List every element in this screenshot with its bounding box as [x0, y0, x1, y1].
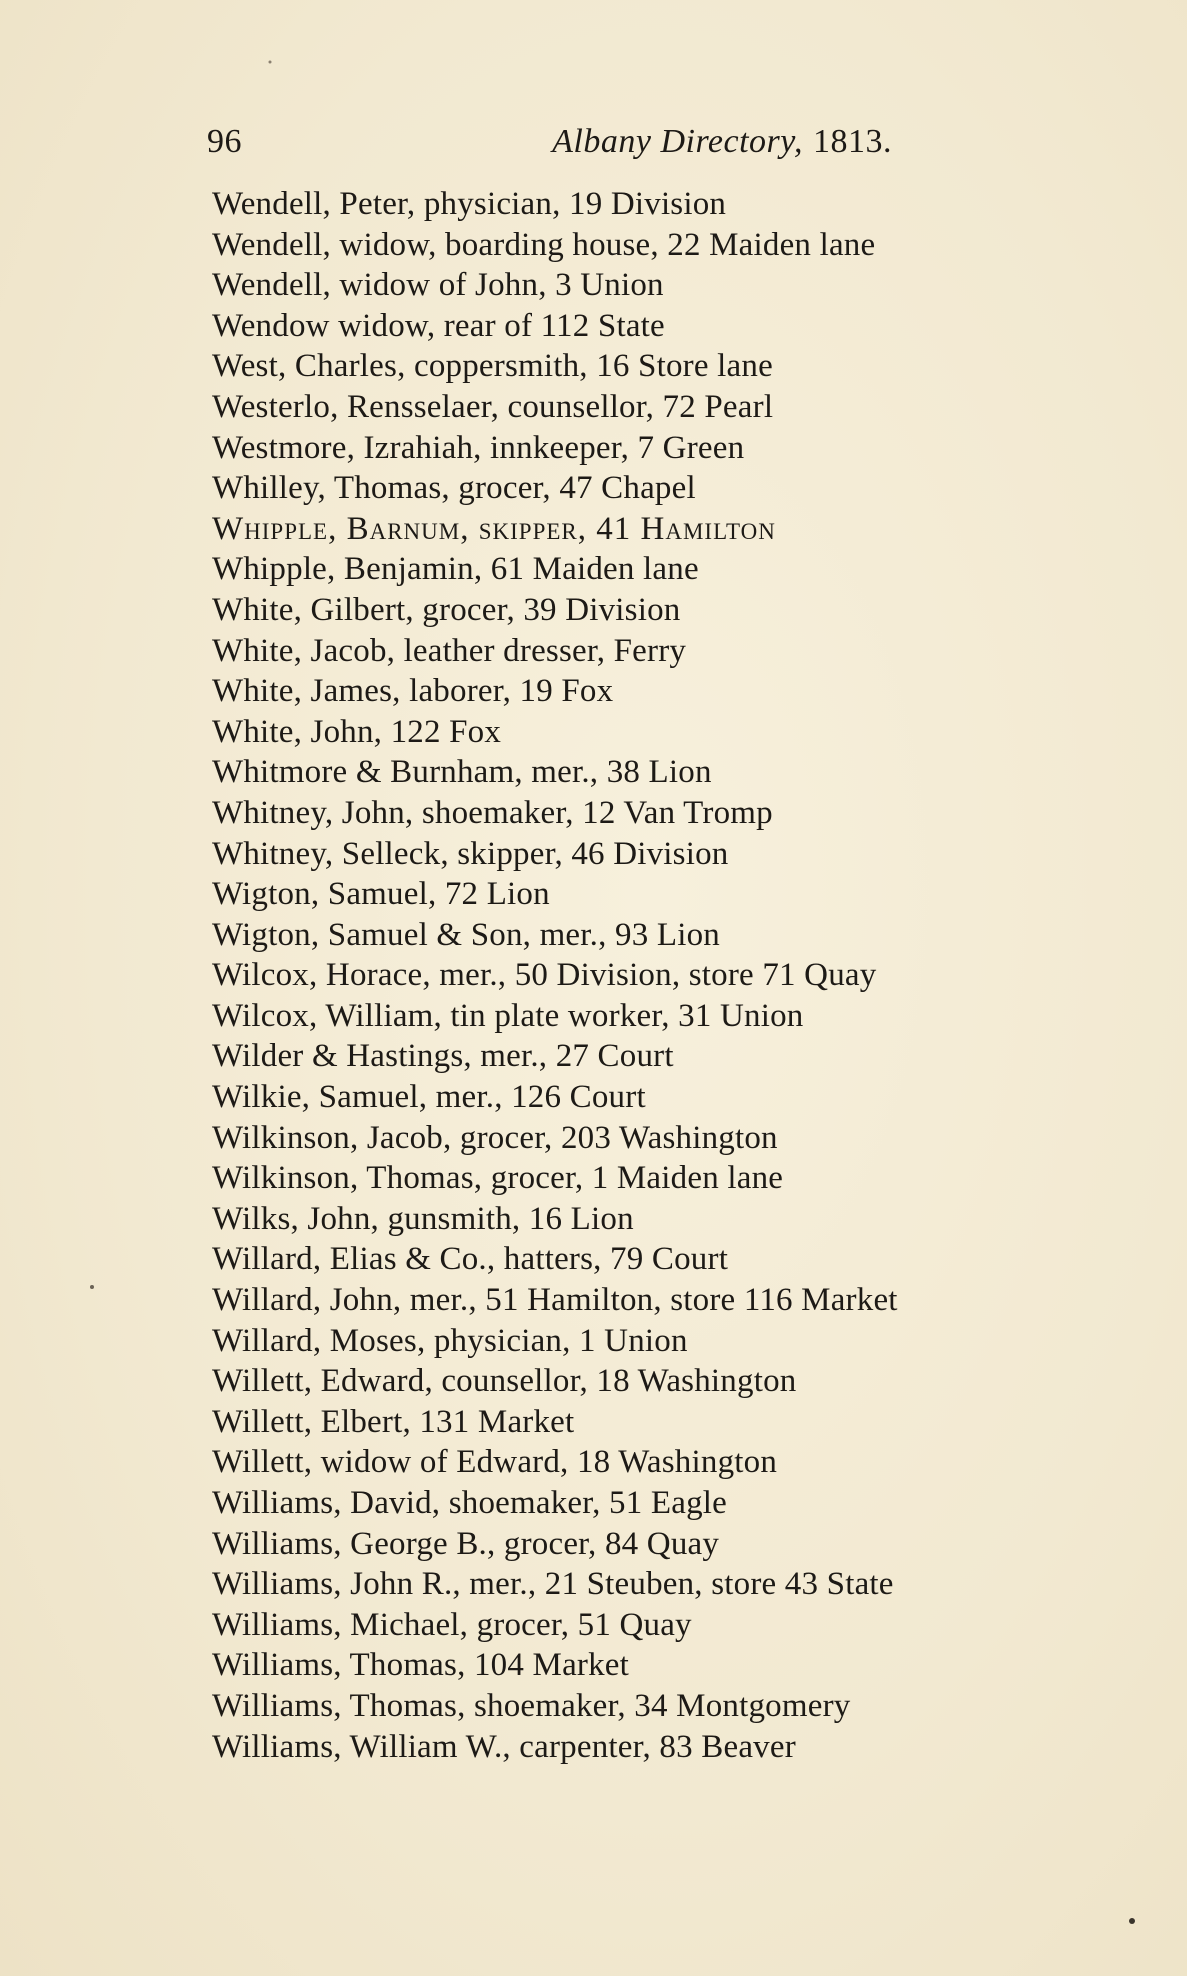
paper-speck [1129, 1918, 1135, 1924]
directory-entry: Wilcox, Horace, mer., 50 Division, store 71 Quay [212, 957, 877, 994]
directory-entry: Willett, widow of Edward, 18 Washington [212, 1444, 778, 1481]
directory-entry: Wilks, John, gunsmith, 16 Lion [212, 1200, 634, 1237]
directory-entry: Williams, George B., grocer, 84 Quay [212, 1525, 720, 1562]
directory-entry: Wendell, Peter, physician, 19 Division [212, 186, 727, 222]
directory-entry: Whilley, Thomas, grocer, 47 Chapel [212, 470, 696, 507]
directory-entry: Williams, Thomas, 104 Market [212, 1647, 630, 1684]
directory-entry: Willett, Elbert, 131 Market [212, 1403, 575, 1440]
directory-entry: Williams, David, shoemaker, 51 Eagle [212, 1485, 727, 1521]
directory-entry: Wigton, Samuel & Son, mer., 93 Lion [212, 916, 720, 953]
directory-entry: Wendell, widow, boarding house, 22 Maiden lane [212, 226, 876, 263]
directory-entry: Wendell, widow of John, 3 Union [212, 267, 664, 304]
directory-entry: Whitney, John, shoemaker, 12 Van Tromp [212, 794, 773, 831]
head-title-group [402, 118, 892, 166]
directory-entry: West, Charles, coppersmith, 16 Store lane [212, 348, 773, 385]
directory-entry: Williams, William W., carpenter, 83 Beaver [212, 1728, 796, 1765]
directory-entry: Williams, John R., mer., 21 Steuben, store 43 State [212, 1566, 894, 1603]
directory-entry: Whitney, Selleck, skipper, 46 Division [212, 835, 729, 872]
directory-entry: White, John, 122 Fox [212, 713, 502, 750]
directory-entry: Westmore, Izrahiah, innkeeper, 7 Green [212, 429, 745, 466]
directory-entry: White, Gilbert, grocer, 39 Division [212, 591, 681, 628]
directory-entry: Whipple, Barnum, skipper, 41 Hamilton [212, 510, 776, 547]
directory-entry: Whitmore & Burnham, mer., 38 Lion [212, 754, 712, 791]
directory-entry: White, Jacob, leather dresser, Ferry [212, 632, 687, 669]
directory-entry: Willard, John, mer., 51 Hamilton, store 116 Market [212, 1282, 898, 1319]
directory-entry: Wilkinson, Thomas, grocer, 1 Maiden lane [212, 1160, 784, 1197]
directory-entry: Williams, Michael, grocer, 51 Quay [212, 1606, 692, 1643]
book-title: Albany Directory, [552, 123, 803, 160]
directory-entry: Wendow widow, rear of 112 State [212, 307, 665, 344]
paper-speck [269, 61, 272, 64]
directory-entries [212, 184, 1152, 1767]
directory-entry: White, James, laborer, 19 Fox [212, 673, 614, 710]
book-year: 1813. [813, 123, 892, 160]
directory-entry: Wilkinson, Jacob, grocer, 203 Washington [212, 1119, 778, 1156]
paper-speck [90, 1285, 94, 1289]
running-head [207, 118, 892, 166]
directory-entry: Williams, Thomas, shoemaker, 34 Montgomery [212, 1687, 851, 1724]
page-number: 96 [207, 123, 242, 160]
directory-entry: Wilcox, William, tin plate worker, 31 Union [212, 997, 804, 1034]
directory-entry: Wilkie, Samuel, mer., 126 Court [212, 1079, 646, 1116]
directory-entry: Willard, Elias & Co., hatters, 79 Court [212, 1241, 729, 1278]
directory-entry: Whipple, Benjamin, 61 Maiden lane [212, 551, 699, 588]
directory-entry: Wigton, Samuel, 72 Lion [212, 876, 550, 913]
directory-entry: Willett, Edward, counsellor, 18 Washington [212, 1363, 797, 1400]
directory-entry: Westerlo, Rensselaer, counsellor, 72 Pearl [212, 388, 774, 425]
directory-entry: Willard, Moses, physician, 1 Union [212, 1322, 688, 1359]
directory-entry: Wilder & Hastings, mer., 27 Court [212, 1038, 674, 1075]
